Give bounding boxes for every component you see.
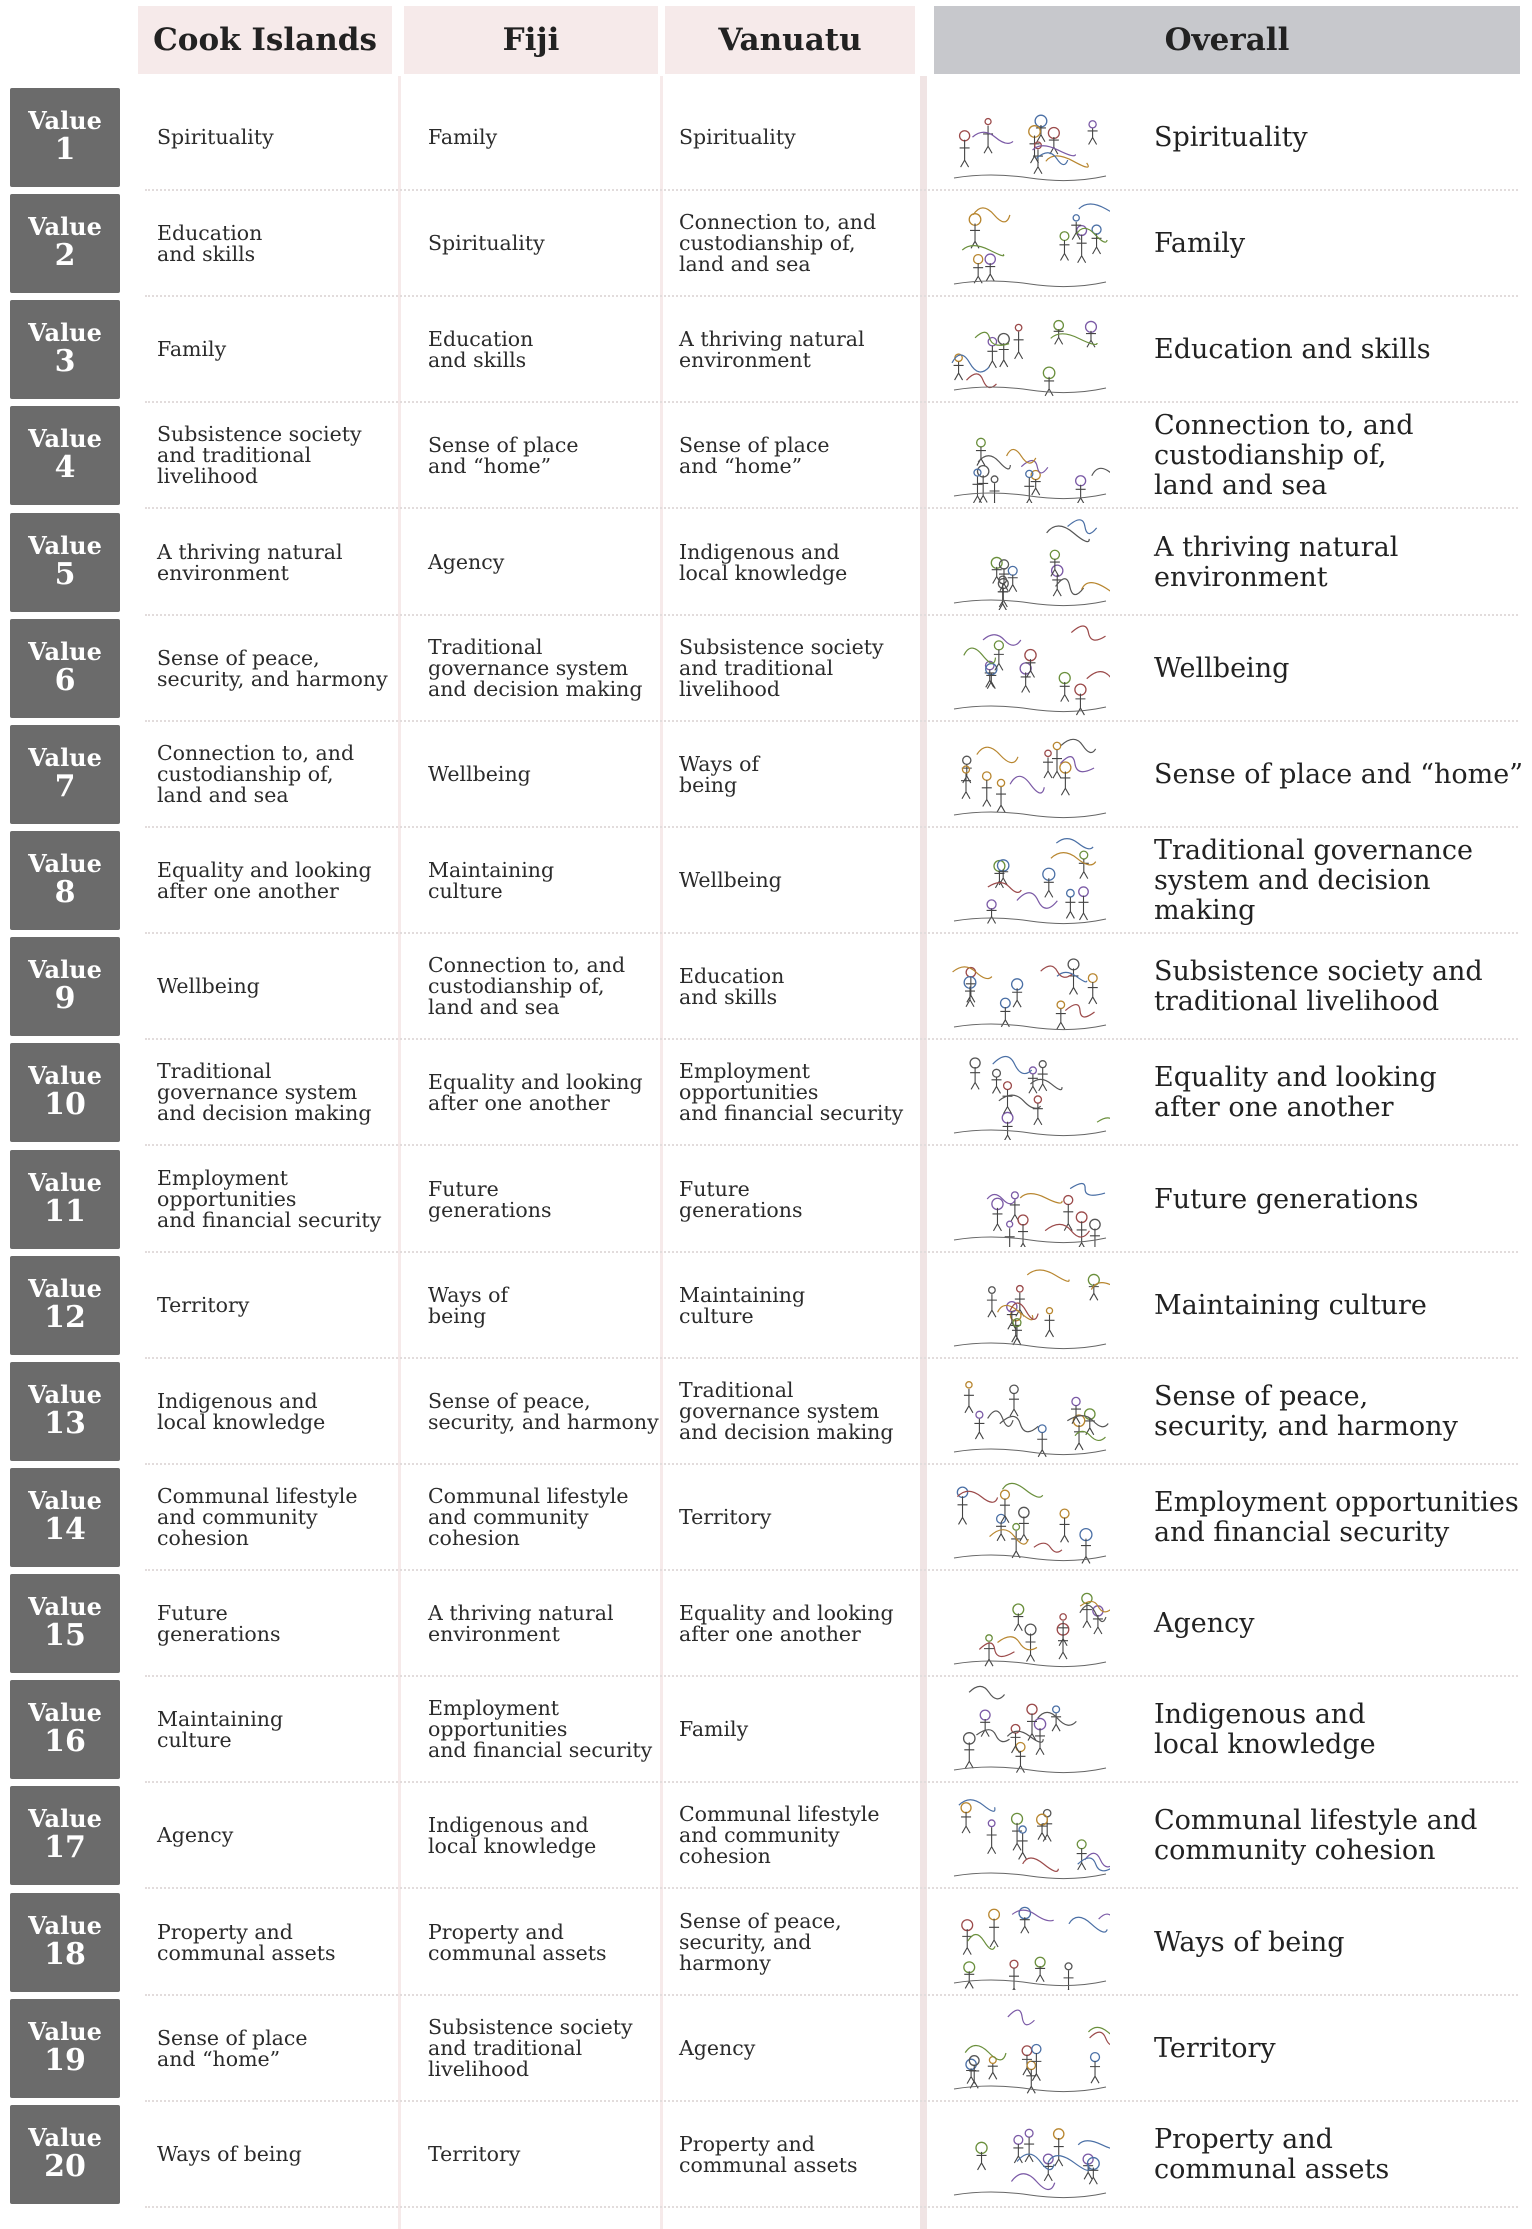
vanuatu-cell: Connection to, and custodianship of, land and sea <box>679 210 877 276</box>
fiji-cell: Education and skills <box>428 326 534 372</box>
value-rank-badge <box>10 1468 120 1567</box>
overall-value-label: Connection to, and custodianship of, land and sea <box>1154 409 1414 501</box>
table-row <box>0 1570 1532 1677</box>
value-rank-badge <box>10 619 120 718</box>
value-rank-badge <box>10 300 120 399</box>
fiji-cell: Communal lifestyle and community cohesion <box>428 1484 629 1550</box>
value-rank-word: Value <box>28 424 102 454</box>
value-rank-badge <box>10 831 120 930</box>
culture-illustration <box>950 1258 1110 1353</box>
overall-value-label: Sense of place and “home” <box>1154 758 1523 790</box>
value-rank-word: Value <box>28 212 102 242</box>
vanuatu-cell: Employment opportunities and financial security <box>679 1059 904 1125</box>
overall-value-label: Agency <box>1154 1607 1255 1639</box>
fiji-cell: Equality and looking after one another <box>428 1069 643 1115</box>
header-fiji: Fiji <box>404 6 658 74</box>
value-rank-badge <box>10 194 120 293</box>
fiji-cell: Connection to, and custodianship of, land and sea <box>428 953 626 1019</box>
value-rank-word: Value <box>28 1698 102 1728</box>
value-rank-badge <box>10 1362 120 1461</box>
table-row <box>0 1464 1532 1571</box>
overall-value-label: Maintaining culture <box>1154 1289 1427 1321</box>
wellbeing-illustration <box>950 621 1110 716</box>
education-illustration <box>950 302 1110 397</box>
value-rank-badge <box>10 1999 120 2098</box>
vanuatu-cell: Spirituality <box>679 125 796 149</box>
table-row <box>0 1889 1532 1996</box>
cook-islands-cell: Territory <box>157 1293 250 1317</box>
fiji-cell: Family <box>428 125 498 149</box>
employment-illustration <box>950 1470 1110 1565</box>
value-rank-number: 19 <box>44 2043 86 2079</box>
value-rank-badge <box>10 937 120 1036</box>
family-illustration <box>950 196 1110 291</box>
vanuatu-cell: Agency <box>679 2036 756 2060</box>
vanuatu-cell: Traditional governance system and decision making <box>679 1378 894 1444</box>
overall-value-label: Communal lifestyle and community cohesion <box>1154 1804 1478 1866</box>
cook-islands-cell: Education and skills <box>157 220 263 266</box>
value-rank-number: 14 <box>44 1512 86 1548</box>
agency-illustration <box>950 1576 1110 1671</box>
value-rank-badge <box>10 725 120 824</box>
table-row <box>0 2101 1532 2208</box>
vanuatu-cell: A thriving natural environment <box>679 326 865 372</box>
value-rank-number: 15 <box>44 1618 86 1654</box>
table-row <box>0 190 1532 297</box>
cook-islands-cell: Maintaining culture <box>157 1706 284 1752</box>
vanuatu-cell: Sense of peace, security, and harmony <box>679 1909 842 1975</box>
table-row <box>0 615 1532 722</box>
row-separator <box>145 2206 1518 2208</box>
fiji-cell: Traditional governance system and decision making <box>428 635 643 701</box>
value-rank-badge <box>10 2105 120 2204</box>
value-rank-word: Value <box>28 1061 102 1091</box>
value-rank-number: 6 <box>54 663 76 699</box>
table-row <box>0 1358 1532 1465</box>
cook-islands-cell: Sense of peace, security, and harmony <box>157 645 388 691</box>
value-rank-badge <box>10 1786 120 1885</box>
header-cook-islands: Cook Islands <box>138 6 392 74</box>
cook-islands-cell: Wellbeing <box>157 974 260 998</box>
value-rank-word: Value <box>28 1486 102 1516</box>
future-generations-illustration <box>950 1152 1110 1247</box>
environment-illustration <box>950 515 1110 610</box>
fiji-cell: Ways of being <box>428 1282 509 1328</box>
vanuatu-cell: Indigenous and local knowledge <box>679 539 848 585</box>
vanuatu-cell: Subsistence society and traditional livelihood <box>679 635 884 701</box>
table-row <box>0 1782 1532 1889</box>
fiji-cell: Spirituality <box>428 231 545 255</box>
table-row <box>0 1252 1532 1359</box>
vanuatu-cell: Sense of place and “home” <box>679 432 830 478</box>
table-row <box>0 402 1532 509</box>
fiji-cell: Future generations <box>428 1176 552 1222</box>
vanuatu-cell: Communal lifestyle and community cohesion <box>679 1802 880 1868</box>
table-row <box>0 721 1532 828</box>
value-rank-word: Value <box>28 2123 102 2153</box>
fiji-cell: Sense of peace, security, and harmony <box>428 1388 659 1434</box>
table-row <box>0 1995 1532 2102</box>
overall-value-label: Spirituality <box>1154 121 1308 153</box>
cook-islands-cell: A thriving natural environment <box>157 539 343 585</box>
fiji-cell: Employment opportunities and financial security <box>428 1696 653 1762</box>
value-rank-badge <box>10 513 120 612</box>
value-rank-number: 10 <box>44 1087 86 1123</box>
value-rank-number: 20 <box>44 2149 86 2185</box>
value-rank-number: 2 <box>54 238 76 274</box>
cook-islands-cell: Future generations <box>157 1600 281 1646</box>
value-rank-word: Value <box>28 1911 102 1941</box>
property-illustration <box>950 2107 1110 2202</box>
value-rank-word: Value <box>28 106 102 136</box>
table-row <box>0 84 1532 191</box>
value-rank-word: Value <box>28 849 102 879</box>
vanuatu-cell: Equality and looking after one another <box>679 1600 894 1646</box>
fiji-cell: Sense of place and “home” <box>428 432 579 478</box>
cook-islands-cell: Communal lifestyle and community cohesion <box>157 1484 358 1550</box>
vanuatu-cell: Property and communal assets <box>679 2131 858 2177</box>
land-sea-illustration <box>950 408 1110 503</box>
home-illustration <box>950 727 1110 822</box>
vanuatu-cell: Future generations <box>679 1176 803 1222</box>
value-rank-number: 3 <box>54 344 76 380</box>
cook-islands-cell: Employment opportunities and financial security <box>157 1166 382 1232</box>
value-rank-badge <box>10 1043 120 1142</box>
communal-illustration <box>950 1788 1110 1883</box>
cook-islands-cell: Traditional governance system and decision making <box>157 1059 372 1125</box>
vanuatu-cell: Territory <box>679 1505 772 1529</box>
value-rank-badge <box>10 1256 120 1355</box>
vanuatu-cell: Ways of being <box>679 751 760 797</box>
overall-value-label: Sense of peace, security, and harmony <box>1154 1380 1458 1442</box>
value-rank-number: 11 <box>44 1194 86 1230</box>
overall-value-label: Employment opportunities and financial security <box>1154 1486 1519 1548</box>
table-row <box>0 509 1532 616</box>
overall-value-label: A thriving natural environment <box>1154 531 1399 593</box>
value-rank-word: Value <box>28 743 102 773</box>
overall-value-label: Education and skills <box>1154 333 1431 365</box>
value-rank-number: 18 <box>44 1937 86 1973</box>
fiji-cell: Territory <box>428 2142 521 2166</box>
cook-islands-cell: Sense of place and “home” <box>157 2025 308 2071</box>
fiji-cell: Maintaining culture <box>428 857 555 903</box>
value-rank-badge <box>10 1574 120 1673</box>
table-row <box>0 827 1532 934</box>
overall-value-label: Property and communal assets <box>1154 2123 1390 2185</box>
fiji-cell: Property and communal assets <box>428 1919 607 1965</box>
value-rank-badge <box>10 88 120 187</box>
value-rank-badge <box>10 1893 120 1992</box>
vanuatu-cell: Family <box>679 1717 749 1741</box>
value-rank-number: 12 <box>44 1300 86 1336</box>
value-rank-word: Value <box>28 1168 102 1198</box>
governance-illustration <box>950 833 1110 928</box>
table-row <box>0 1676 1532 1783</box>
vanuatu-cell: Wellbeing <box>679 868 782 892</box>
cook-islands-cell: Subsistence society and traditional livelihood <box>157 422 362 488</box>
overall-value-label: Subsistence society and traditional livelihood <box>1154 955 1483 1017</box>
value-rank-badge <box>10 1680 120 1779</box>
value-rank-number: 8 <box>54 875 76 911</box>
fiji-cell: Agency <box>428 550 505 574</box>
equality-illustration <box>950 1045 1110 1140</box>
vanuatu-cell: Education and skills <box>679 963 785 1009</box>
cook-islands-cell: Equality and looking after one another <box>157 857 372 903</box>
cook-islands-cell: Agency <box>157 1823 234 1847</box>
overall-value-label: Traditional governance system and decision making <box>1154 834 1474 926</box>
value-rank-number: 4 <box>54 450 76 486</box>
overall-value-label: Territory <box>1154 2032 1276 2064</box>
fiji-cell: Wellbeing <box>428 762 531 786</box>
value-rank-number: 1 <box>54 132 76 168</box>
table-row <box>0 933 1532 1040</box>
value-rank-number: 7 <box>54 769 76 805</box>
ways-of-being-illustration <box>950 1895 1110 1990</box>
value-rank-word: Value <box>28 531 102 561</box>
overall-value-label: Future generations <box>1154 1183 1419 1215</box>
overall-value-label: Equality and looking after one another <box>1154 1061 1437 1123</box>
header-vanuatu: Vanuatu <box>665 6 915 74</box>
value-rank-number: 5 <box>54 557 76 593</box>
cook-islands-cell: Ways of being <box>157 2142 302 2166</box>
value-rank-word: Value <box>28 1380 102 1410</box>
overall-value-label: Ways of being <box>1154 1926 1345 1958</box>
value-rank-word: Value <box>28 1804 102 1834</box>
table-row <box>0 1146 1532 1253</box>
value-rank-word: Value <box>28 637 102 667</box>
subsistence-illustration <box>950 939 1110 1034</box>
table-row <box>0 296 1532 403</box>
vanuatu-cell: Maintaining culture <box>679 1282 806 1328</box>
spirituality-illustration <box>950 90 1110 185</box>
header-overall: Overall <box>934 6 1520 74</box>
value-rank-number: 16 <box>44 1724 86 1760</box>
territory-illustration <box>950 2001 1110 2096</box>
cook-islands-cell: Indigenous and local knowledge <box>157 1388 326 1434</box>
value-rank-badge <box>10 1150 120 1249</box>
value-rank-word: Value <box>28 2017 102 2047</box>
cook-islands-cell: Spirituality <box>157 125 274 149</box>
value-rank-word: Value <box>28 955 102 985</box>
cook-islands-cell: Connection to, and custodianship of, land and sea <box>157 741 355 807</box>
cook-islands-cell: Family <box>157 337 227 361</box>
value-rank-word: Value <box>28 1592 102 1622</box>
value-rank-badge <box>10 406 120 505</box>
table-row <box>0 1039 1532 1146</box>
value-rank-number: 17 <box>44 1830 86 1866</box>
overall-value-label: Indigenous and local knowledge <box>1154 1698 1376 1760</box>
cook-islands-cell: Property and communal assets <box>157 1919 336 1965</box>
overall-value-label: Family <box>1154 227 1246 259</box>
fiji-cell: Indigenous and local knowledge <box>428 1812 597 1858</box>
value-rank-number: 13 <box>44 1406 86 1442</box>
value-rank-number: 9 <box>54 981 76 1017</box>
value-rank-word: Value <box>28 318 102 348</box>
fiji-cell: Subsistence society and traditional livelihood <box>428 2015 633 2081</box>
fiji-cell: A thriving natural environment <box>428 1600 614 1646</box>
knowledge-illustration <box>950 1682 1110 1777</box>
overall-value-label: Wellbeing <box>1154 652 1290 684</box>
value-rank-word: Value <box>28 1274 102 1304</box>
peace-illustration <box>950 1364 1110 1459</box>
